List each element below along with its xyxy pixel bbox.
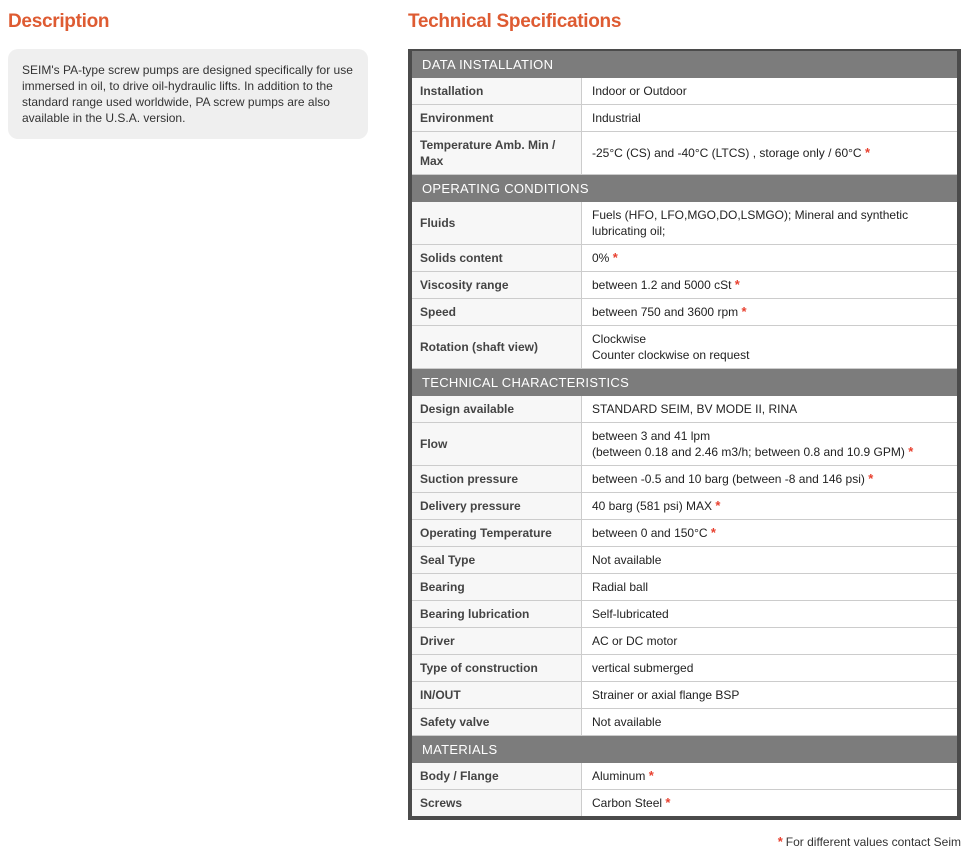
spec-value [582,547,957,573]
spec-label: Seal Type [412,547,582,573]
table-row [412,628,957,655]
table-row [412,547,957,574]
table-row [412,493,957,520]
spec-value [582,466,957,492]
spec-label: Rotation (shaft view) [412,326,582,368]
spec-value-line: (between 0.18 and 2.46 m3/h; between 0.8 and 10.9 GPM) * [592,444,914,459]
section-header: TECHNICAL CHARACTERISTICS [412,369,957,396]
description-heading: Description [8,11,110,32]
spec-value-line: STANDARD SEIM, BV MODE II, RINA [592,402,798,416]
spec-value [582,245,957,271]
table-row [412,423,957,466]
table-row [412,655,957,682]
table-row [412,790,957,816]
asterisk-marker: * [648,768,654,783]
spec-value [582,682,957,708]
table-row [412,202,957,245]
spec-label: Type of construction [412,655,582,681]
table-row [412,272,957,299]
spec-value-line: between 0 and 150°C * [592,525,716,540]
spec-value-line: Strainer or axial flange BSP [592,688,740,702]
spec-value-line: AC or DC motor [592,634,678,648]
spec-value [582,655,957,681]
spec-value-line: between 1.2 and 5000 cSt * [592,277,740,292]
spec-value-line: between 750 and 3600 rpm * [592,304,747,319]
table-row [412,601,957,628]
spec-table [408,49,961,820]
spec-value-line: Not available [592,553,662,567]
spec-label: Operating Temperature [412,520,582,546]
spec-label: Suction pressure [412,466,582,492]
asterisk-marker: * [777,834,783,849]
table-row [412,326,957,369]
spec-label: Design available [412,396,582,422]
description-column [8,10,408,849]
asterisk-marker: * [868,471,874,486]
spec-value-line: between 3 and 41 lpm [592,429,711,443]
spec-label: Fluids [412,202,582,244]
spec-value-line: Clockwise [592,332,647,346]
spec-label: Body / Flange [412,763,582,789]
footnote [408,834,961,849]
table-row [412,105,957,132]
spec-label: Solids content [412,245,582,271]
spec-value-line: Industrial [592,111,641,125]
spec-label: Viscosity range [412,272,582,298]
spec-label: Delivery pressure [412,493,582,519]
spec-label: Driver [412,628,582,654]
spec-label: Flow [412,423,582,465]
spec-value [582,326,957,368]
asterisk-marker: * [612,250,618,265]
table-row [412,520,957,547]
asterisk-marker: * [741,304,747,319]
spec-label: Bearing [412,574,582,600]
spec-label: Environment [412,105,582,131]
spec-value-line: 0% * [592,250,618,265]
spec-value [582,132,957,174]
spec-value-line: Indoor or Outdoor [592,84,687,98]
spec-value [582,202,957,244]
table-row [412,245,957,272]
spec-value [582,299,957,325]
table-row [412,709,957,736]
spec-value-line: Counter clockwise on request [592,348,750,362]
spec-value [582,423,957,465]
spec-value-line: Aluminum * [592,768,654,783]
spec-value-line: Not available [592,715,662,729]
spec-label: Speed [412,299,582,325]
spec-value [582,493,957,519]
asterisk-marker: * [734,277,740,292]
table-row [412,574,957,601]
spec-label: Screws [412,790,582,816]
table-row [412,466,957,493]
table-row [412,682,957,709]
spec-label: IN/OUT [412,682,582,708]
spec-value [582,709,957,735]
spec-value-line: 40 barg (581 psi) MAX * [592,498,721,513]
description-box [8,49,368,139]
section-header: MATERIALS [412,736,957,763]
spec-value [582,574,957,600]
spec-label: Temperature Amb. Min / Max [412,132,582,174]
spec-value [582,78,957,104]
spec-value [582,396,957,422]
spec-label: Installation [412,78,582,104]
spec-value-line: between -0.5 and 10 barg (between -8 and 146 psi) * [592,471,874,486]
spec-value [582,105,957,131]
spec-value-line: Radial ball [592,580,649,594]
technical-specifications-column [408,10,963,849]
spec-value-line: Carbon Steel * [592,795,671,810]
asterisk-marker: * [908,444,914,459]
spec-value-line: vertical submerged [592,661,694,675]
spec-value [582,272,957,298]
table-row [412,78,957,105]
description-text: SEIM's PA-type screw pumps are designed specifically for use immersed in oil, to drive oil-hydraulic lifts. In addition to the standard range used worldwide, PA screw pumps are also available in the U.S.A. version. [22,63,353,125]
spec-value-line: Self-lubricated [592,607,669,621]
spec-value [582,628,957,654]
table-row [412,132,957,175]
spec-value [582,763,957,789]
section-header: OPERATING CONDITIONS [412,175,957,202]
section-header: DATA INSTALLATION [412,51,957,78]
footnote-text: For different values contact Seim [785,835,961,849]
spec-value [582,790,957,816]
table-row [412,299,957,326]
spec-value-line: -25°C (CS) and -40°C (LTCS) , storage only / 60°C * [592,145,871,160]
asterisk-marker: * [715,498,721,513]
table-row [412,396,957,423]
table-row [412,763,957,790]
spec-value [582,520,957,546]
asterisk-marker: * [665,795,671,810]
spec-label: Safety valve [412,709,582,735]
technical-specifications-heading: Technical Specifications [408,11,622,32]
asterisk-marker: * [710,525,716,540]
asterisk-marker: * [864,145,871,160]
spec-label: Bearing lubrication [412,601,582,627]
spec-value-line: Fuels (HFO, LFO,MGO,DO,LSMGO); Mineral and synthetic lubricating oil; [592,208,909,238]
spec-value [582,601,957,627]
